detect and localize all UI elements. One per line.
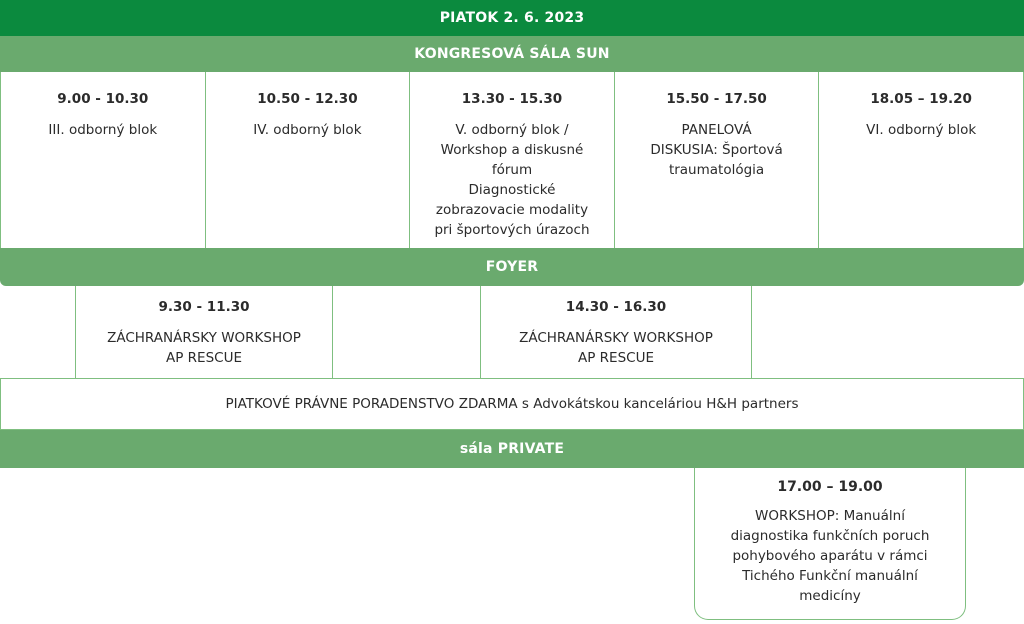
session-line: V. odborný blok / xyxy=(455,122,569,138)
session-description xyxy=(621,120,813,180)
session-cell xyxy=(410,72,615,248)
session-description xyxy=(212,120,404,140)
session-time: 10.50 - 12.30 xyxy=(257,91,358,107)
session-line: ZÁCHRANÁRSKY WORKSHOP xyxy=(107,330,301,346)
session-line: zobrazovacie modality xyxy=(435,202,589,218)
session-line: AP RESCUE xyxy=(578,350,654,366)
section-title-foyer: FOYER xyxy=(485,259,539,275)
sun-sessions-row xyxy=(0,72,1024,248)
foyer-session-afternoon xyxy=(480,286,752,378)
session-time: 13.30 - 15.30 xyxy=(461,91,563,107)
legal-advice-banner xyxy=(0,378,1024,430)
session-line: Diagnostické xyxy=(468,182,556,198)
session-description xyxy=(7,120,199,140)
session-line: pohybového aparátu v rámci xyxy=(732,548,928,564)
session-cell xyxy=(206,72,411,248)
session-line: ZÁCHRANÁRSKY WORKSHOP xyxy=(519,330,713,346)
private-session xyxy=(694,468,966,620)
foyer-session-morning xyxy=(75,286,333,378)
session-line: fórum xyxy=(491,162,533,178)
session-line: IV. odborný blok xyxy=(253,122,362,138)
session-line: DISKUSIA: Športová xyxy=(650,142,783,158)
session-line: medicíny xyxy=(799,588,861,604)
session-cell xyxy=(819,72,1023,248)
session-time: 17.00 – 19.00 xyxy=(777,479,883,495)
day-title: PIATOK 2. 6. 2023 xyxy=(439,10,585,26)
section-title-private: sála PRIVATE xyxy=(459,441,565,457)
session-line: WORKSHOP: Manuální xyxy=(755,508,905,524)
session-line: PANELOVÁ xyxy=(681,122,752,138)
session-line: Tichého Funkční manuální xyxy=(742,568,918,584)
session-line: Workshop a diskusné xyxy=(440,142,584,158)
session-description xyxy=(825,120,1017,140)
section-title-sun: KONGRESOVÁ SÁLA SUN xyxy=(414,46,610,62)
day-header xyxy=(0,0,1024,36)
section-header-sun xyxy=(0,36,1024,72)
session-line: diagnostika funkčních poruch xyxy=(730,528,930,544)
session-cell xyxy=(1,72,206,248)
session-cell xyxy=(615,72,820,248)
session-line: AP RESCUE xyxy=(166,350,242,366)
section-header-foyer xyxy=(0,248,1024,286)
session-description xyxy=(481,328,751,368)
session-line: traumatológia xyxy=(668,162,765,178)
section-header-private xyxy=(0,430,1024,468)
legal-advice-text: PIATKOVÉ PRÁVNE PORADENSTVO ZDARMA s Advokátskou kanceláriou H&H partners xyxy=(225,396,799,412)
session-time: 15.50 - 17.50 xyxy=(666,91,767,107)
session-description xyxy=(701,506,959,606)
session-time: 9.30 - 11.30 xyxy=(158,299,250,315)
session-time: 18.05 – 19.20 xyxy=(870,91,972,107)
session-time: 9.00 - 10.30 xyxy=(57,91,149,107)
session-description xyxy=(76,328,332,368)
session-line: pri športových úrazoch xyxy=(434,222,590,238)
session-line: III. odborný blok xyxy=(48,122,158,138)
session-time: 14.30 - 16.30 xyxy=(565,299,667,315)
session-line: VI. odborný blok xyxy=(866,122,977,138)
session-description xyxy=(416,120,608,240)
